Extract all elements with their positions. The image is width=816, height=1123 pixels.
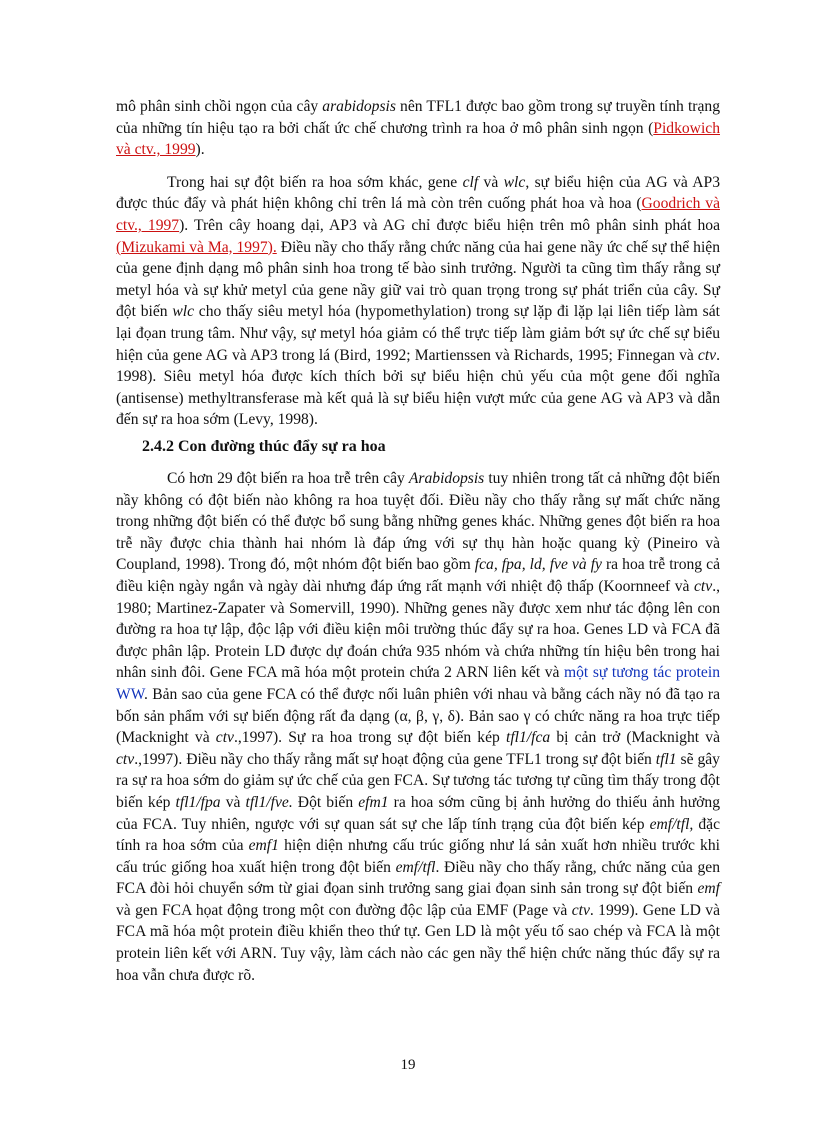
paragraph-2	[116, 172, 720, 431]
section-heading: 2.4.2 Con đường thúc đẩy sự ra hoa	[142, 438, 386, 455]
italic-term: fca, fpa, ld, fve và fy	[474, 556, 602, 574]
italic-term: tfl1/fve.	[245, 793, 293, 811]
text-run: cho thấy siêu metyl hóa (hypomethylation) trong sự lặp đi lặp lại liên tiếp làm sát lại đọan trung tâm. Như vậy, sự metyl hóa giảm có thể trực tiếp làm giảm bớt sự ức chế sự biểu hiện của gene AG và AP3 trong lá (Bird, 1992; Martienssen và Richards, 1995; Finnegan và	[116, 303, 720, 364]
text-run: ra hoa sớm cũng bị ảnh hưởng do thiếu ảnh hưởng của FCA. Tuy nhiên, ngược với sự quan sát sự che lấp tính trạng của đột biến kép	[116, 793, 721, 833]
italic-term: emf/tfl	[395, 858, 436, 876]
text-run: ., 1980; Martinez-Zapater và Somervill, 1990). Những genes nầy được xem như tác động lên con đường ra hoa tự lập, độc lập với điều kiện môi trường thúc đẩy sự ra hoa. Genes LD và FCA đã được phân lập. Protein LD được dự đoán chứa 935 nhóm và chứa những tín hiệu bên trong hai nhân sinh đôi. Gene FCA mã hóa một protein chứa 2 ARN liên kết và	[116, 577, 720, 682]
italic-term: ctv	[694, 577, 713, 595]
text-run: ). Trên cây hoang dại, AP3 và AG chỉ được biểu hiện trên mô phân sinh phát hoa	[179, 216, 721, 234]
text-run: Điều nầy cho thấy rằng chức năng của hai gene nầy ức chế sự thể hiện của gene định dạng mô phân sinh hoa trong tế bào sinh trưởng. Người ta cũng tìm thấy rằng sự metyl hóa và sự khử metyl của gene nầy giữ vai trò quan trọng trong sự phát triển của cây. Sự đột biến	[116, 238, 720, 321]
italic-term: arabidopsis	[322, 98, 396, 115]
text-run: Có hơn 29 đột biến ra hoa trễ trên cây	[167, 470, 409, 487]
text-run: . Điều nầy cho thấy rằng, chức năng của gen FCA đòi hỏi chuyển sớm từ giai đọan sinh trưởng sang giai đọan sinh sản trong sự đột biến	[116, 858, 720, 898]
text-run: tuy nhiên trong tất cả những đột biến nầy không có đột biến nào không ra hoa tuyệt đối. Điều nầy cho thấy rằng sự mất chức năng trong những đột biến có thể được bổ sung bằng những genes khác. Những genes đột biến ra hoa trễ nầy được chia thành hai nhóm là đáp ứng với sự thụ hàn hoặc quang kỳ (Pineiro và Coupland, 1998). Trong đó, một nhóm đột biến bao gồm	[116, 470, 720, 574]
text-run: ).	[195, 141, 205, 159]
body-lower	[116, 468, 720, 986]
citation-link[interactable]: Pidkowich và ctv., 1999	[116, 119, 720, 159]
text-run: . Bản sao của gene FCA có thể được nối luân phiên với nhau và bằng cách nầy nó đã tạo ra bốn sản phẩm với sự biến động rất đa dạng (α, β, γ, δ). Bản sao γ có chức năng ra hoa trực tiếp (Macknight và	[116, 685, 720, 747]
text-run: Đột biến	[292, 793, 359, 811]
text-run: ra hoa trễ trong cả điều kiện ngày ngắn và ngày dài nhưng đáp ứng rất mạnh với nhiệt độ thấp (Koornneef và	[116, 556, 720, 595]
text-run: .,1997). Điều nầy cho thấy rằng mất sự hoạt động của gene TFL1 trong sự đột biến	[134, 750, 656, 768]
italic-term: emf/tfl,	[649, 815, 694, 833]
italic-term: emf	[697, 880, 720, 898]
citation-link[interactable]: (Mizukami và Ma, 1997).	[116, 238, 277, 256]
text-run: hiện diện nhưng cấu trúc giống như lá sản xuất hơn nhiều trước khi cấu trúc giống hoa xuất hiện trong đột biến	[116, 837, 720, 876]
italic-term: Arabidopsis	[408, 470, 485, 487]
text-run: mô phân sinh chồi ngọn của cây	[116, 98, 323, 115]
text-run: . 1999). Gene LD và FCA mã hóa một protein điều khiển theo thứ tự. Gen LD là một yếu tố sao chép và FCA là một protein liên kết với ARN. Tuy vậy, làm cách nào các gen nầy thể hiện chức năng thúc đẩy sự ra hoa vẫn chưa được rõ.	[116, 901, 720, 984]
text-run: đặc tính ra hoa sớm của	[116, 815, 720, 855]
highlighted-phrase: một sự tương tác protein WW	[116, 664, 720, 703]
text-run: nên TFL1 được bao gồm trong sự truyền tính trạng của những tín hiệu tạo ra bởi chất ức chế chương trình ra hoa ở mô phân sinh ngọn (	[116, 98, 720, 137]
italic-term: tfl1/fpa	[175, 793, 221, 811]
italic-term: ctv	[215, 729, 234, 747]
text-run: bị cản trở (Macknight và	[550, 729, 720, 747]
page-number: 19	[400, 1057, 416, 1073]
italic-term: wlc	[172, 303, 195, 321]
text-run: Trong hai sự đột biến ra hoa sớm khác, gene	[167, 173, 463, 191]
text-run: và	[478, 173, 504, 191]
paragraph-1	[116, 96, 720, 161]
italic-term: ctv	[116, 750, 135, 768]
text-run: và	[220, 793, 246, 811]
citation-link[interactable]: Goodrich và ctv., 1997	[116, 195, 720, 234]
italic-term: tfl1	[655, 750, 677, 768]
text-run: và gen FCA họat động trong một con đường độc lập của EMF (Page và	[116, 901, 572, 919]
text-run: , sự biểu hiện của AG và AP3 được thúc đẩy và phát hiện không chỉ trên lá mà còn trên cuống phát hoa và hoa (	[116, 173, 720, 213]
italic-term: emf1	[248, 837, 279, 855]
text-run: sẽ gây ra sự ra hoa sớm do giảm sự ức chế của gen FCA. Sự tương tác tương tự cũng tìm thấy trong đột biến kép	[116, 750, 720, 811]
body-upper	[116, 96, 720, 431]
italic-term: clf	[462, 173, 479, 191]
italic-term: wlc	[503, 173, 526, 191]
italic-term: ctv	[571, 901, 590, 919]
text-run: .,1997). Sự ra hoa trong sự đột biến kép	[233, 729, 506, 747]
italic-term: efm1	[358, 793, 389, 811]
italic-term: ctv	[697, 346, 717, 364]
italic-term: tfl1/fca	[505, 729, 551, 747]
paragraph-3	[116, 468, 720, 986]
text-run: . 1998). Siêu metyl hóa được kích thích bởi sự biểu hiện chủ yếu của một gene đối nghĩa (antisense) methyltransferase mà kết quả là sự biểu hiện vượt mức của gene AG và AP3 và dẫn đến sự ra hoa sớm (Levy, 1998).	[116, 346, 720, 429]
